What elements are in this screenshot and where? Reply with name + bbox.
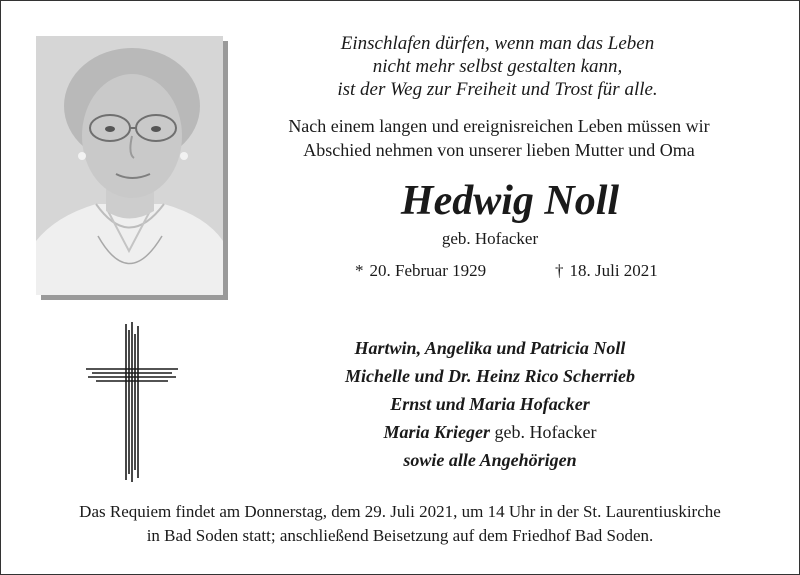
poem-line-3: ist der Weg zur Freiheit und Trost für alle.: [337, 79, 658, 100]
birth-date: 20. Februar 1929: [369, 261, 487, 280]
family-line-4-note: geb. Hofacker: [494, 422, 597, 442]
family-line-2: Michelle und Dr. Heinz Rico Scherrieb: [344, 366, 636, 386]
intro-line-1: Nach einem langen und ereignisreichen Leben müssen wir: [288, 116, 710, 136]
birth-date-block: [355, 259, 486, 283]
family-line-4: [300, 418, 680, 446]
poem-line-1: Einschlafen dürfen, wenn man das Leben: [340, 33, 655, 54]
portrait-photo: [36, 36, 223, 295]
poem: [300, 32, 695, 101]
birth-star-icon: *: [355, 261, 364, 280]
death-date-block: [555, 259, 658, 283]
requiem-line-1: Das Requiem findet am Donnerstag, dem 29. Juli 2021, um 14 Uhr in der St. Laurentiuskirche: [79, 502, 721, 521]
requiem-line-2: in Bad Soden statt; anschließend Beisetzung auf dem Friedhof Bad Soden.: [146, 526, 654, 545]
death-date: 18. Juli 2021: [569, 261, 658, 280]
family-line-4-name: Maria Krieger: [383, 422, 491, 442]
family-line-5: sowie alle Angehörigen: [403, 450, 577, 470]
cross-icon: [86, 322, 178, 482]
family-line-3: Ernst und Maria Hofacker: [390, 394, 590, 414]
intro-text: [270, 114, 728, 162]
family-list: [300, 334, 680, 474]
family-line-1: Hartwin, Angelika und Patricia Noll: [354, 338, 626, 358]
portrait-illustration: [36, 36, 223, 295]
intro-line-2: Abschied nehmen von unserer lieben Mutter und Oma: [303, 140, 695, 160]
requiem-info: [20, 500, 780, 548]
poem-line-2: nicht mehr selbst gestalten kann,: [372, 56, 623, 77]
deceased-name: Hedwig Noll: [400, 178, 620, 224]
death-dagger-icon: †: [555, 261, 564, 280]
birth-name: geb. Hofacker: [441, 229, 539, 248]
